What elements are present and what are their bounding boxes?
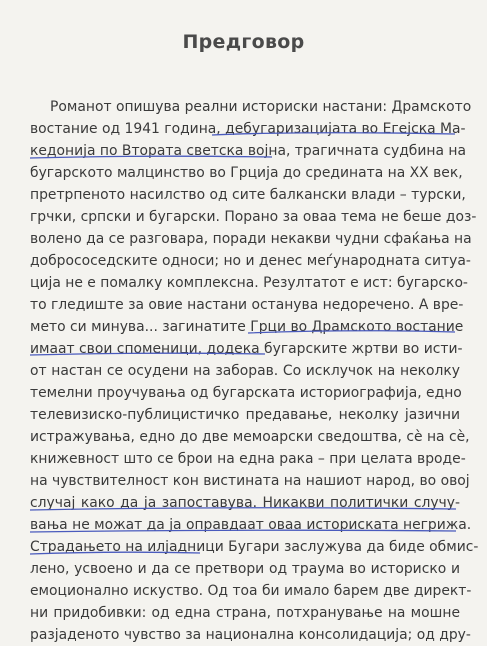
text-line: ција не е помалку комплексна. Резултатот е ист: бугарско-: [30, 275, 468, 291]
text-line: разјаденото чувство за национална консолидација; од дру-: [30, 627, 471, 643]
body-text: [30, 96, 479, 646]
text-line: емоционално искуство. Од тоа би имало барем две директ-: [30, 583, 472, 599]
text-line: востание од 1941 година, дебугаризацијата во Егејска Ма-: [30, 121, 466, 137]
text-line: волено да се разговара, поради некакви чудни сфаќања на: [30, 231, 472, 247]
text-line: темелни проучувања од бугарската историографија, едно: [30, 385, 462, 401]
text-line: кедонија по Втората светска војна, трагичната судбина на: [30, 143, 467, 159]
text-line: претрпеното насилство од сите балкански влади – турски,: [30, 187, 466, 203]
text-line: случај како да ја запоставува. Никакви политички случу-: [30, 495, 460, 511]
text-line: Страдањето на илјадници Бугари заслужува да биде обмис-: [30, 539, 479, 555]
text-line: то гледиште за овие настани останува недоречено. А вре-: [30, 297, 464, 313]
text-line: истражувања, едно до две мемоарски сведоштва, сè на сè,: [30, 429, 470, 445]
text-line: имаат свои споменици, додека бугарските жртви во исти-: [30, 341, 463, 357]
text-line: лено, усвоено и да се претвори од траума во историско и: [30, 561, 460, 577]
text-line: книжевност што се брои на една рака – при целата вроде-: [30, 451, 466, 467]
text-line: добрососедските односи; но и денес меѓународната ситуа-: [30, 253, 471, 269]
text-line: вања не можат да ја оправдаат оваа историската негрижа.: [30, 517, 472, 533]
text-line: на чувствителност кон вистината на нашиот народ, во овој: [30, 473, 470, 489]
text-line: ни придобивки: од една страна, потхранување на мошне: [30, 605, 460, 621]
page-title: Предговор: [182, 31, 305, 53]
text-line: грчки, српски и бугарски. Порано за оваа тема не беше доз-: [30, 209, 477, 225]
text-line: мето си минува... загинатите Грци во Драмското востание: [30, 319, 464, 335]
text-line: телевизиско-публицистичко предавање, неколку јазични: [30, 407, 460, 423]
text-line: от настан се осудени на заборав. Со исклучок на неколку: [30, 363, 460, 379]
text-line: бугарското малцинство во Грција до средината на XX век,: [30, 165, 463, 181]
text-line: Романот опишува реални историски настани: Драмското: [50, 99, 472, 115]
